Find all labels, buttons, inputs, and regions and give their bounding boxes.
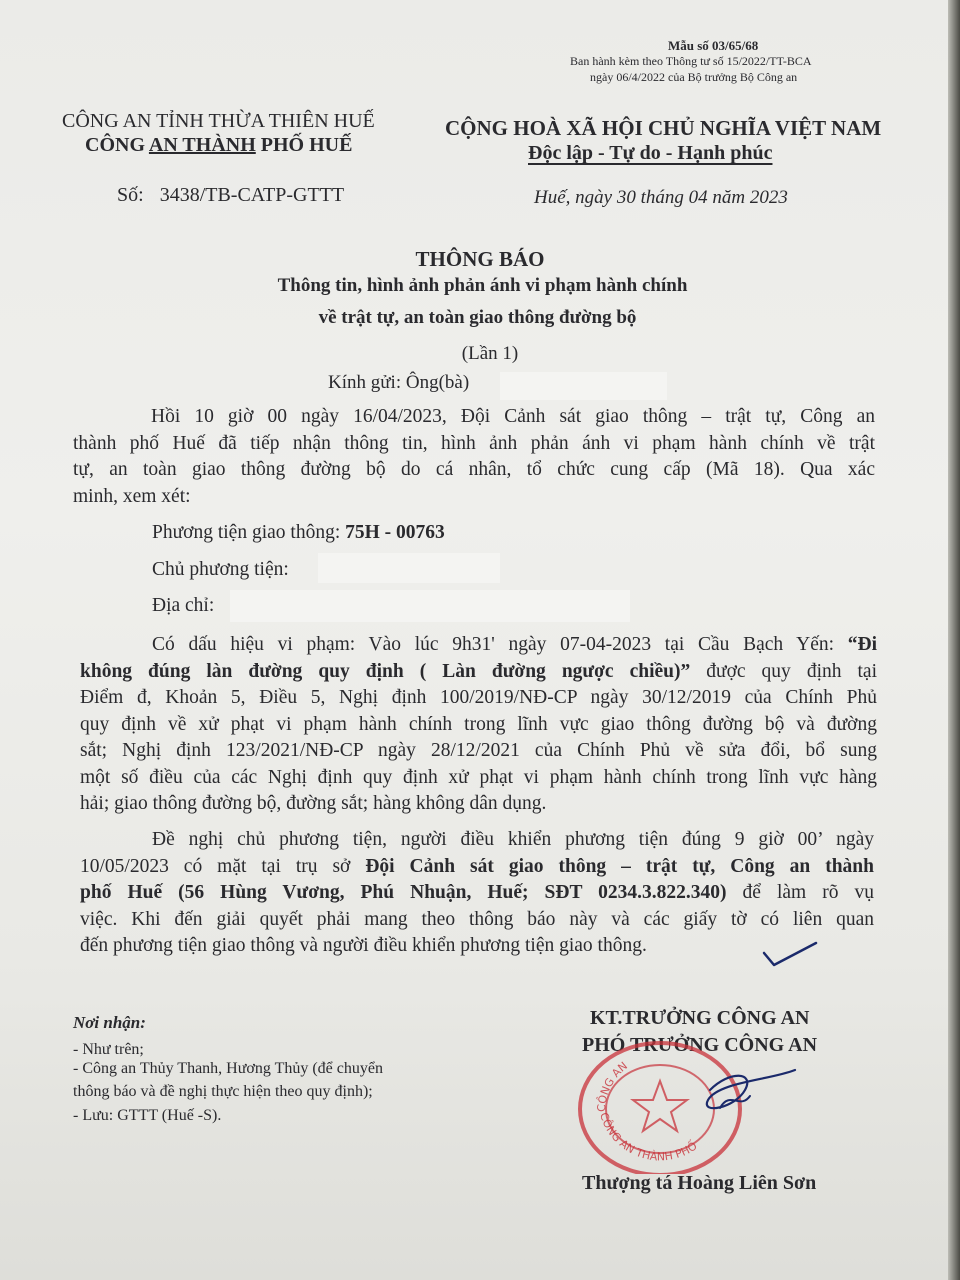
paragraph-request xyxy=(80,827,874,960)
paragraph-line xyxy=(80,659,877,686)
issuing-unit xyxy=(85,134,352,157)
paragraph-line: quy định về xử phạt vi phạm hành chính trong lĩnh vực giao thông đường bộ và đường xyxy=(80,713,877,735)
checkmark-icon xyxy=(760,935,820,970)
place-date: Huế, ngày 30 tháng 04 năm 2023 xyxy=(534,187,788,208)
paragraph-line xyxy=(80,880,874,907)
national-motto: Độc lập - Tự do - Hạnh phúc xyxy=(528,142,773,164)
recipient-item: - Công an Thủy Thanh, Hương Thủy (để chuyển xyxy=(73,1060,383,1077)
recipient-item: - Lưu: GTTT (Huế -S). xyxy=(73,1107,222,1124)
document-number-label: Số: xyxy=(117,184,144,206)
document-subtitle-2: về trật tự, an toàn giao thông đường bộ xyxy=(318,307,637,328)
national-title: CỘNG HOÀ XÃ HỘI CHỦ NGHĨA VIỆT NAM xyxy=(445,116,882,140)
document-number xyxy=(117,184,344,207)
redacted-owner-name xyxy=(318,553,500,583)
notice-attempt: (Lần 1) xyxy=(461,343,519,364)
form-code: Mẫu số 03/65/68 xyxy=(668,38,759,53)
recipient-item: thông báo và đề nghị thực hiện theo quy định); xyxy=(73,1083,373,1100)
owner-label: Chủ phương tiện: xyxy=(152,559,289,580)
recipients-heading: Nơi nhận: xyxy=(73,1013,146,1032)
paragraph-line: minh, xem xét: xyxy=(73,485,191,507)
violation-intro: Có dấu hiệu vi phạm: Vào lúc 9h31' ngày 07-04-2023 tại Cầu Bạch Yến: xyxy=(152,634,848,655)
paragraph-line: tự, an toàn giao thông đường bộ do cá nhân, tổ chức cung cấp (Mã 18). Qua xác xyxy=(73,459,875,480)
paragraph-violation xyxy=(80,632,877,818)
paragraph-line: một số điều của các Nghị định quy định xử phạt vi phạm hành chính trong lĩnh vực hàng xyxy=(80,766,877,788)
paragraph-line: Hồi 10 giờ 00 ngày 16/04/2023, Đội Cảnh sát giao thông – trật tự, Công an xyxy=(151,406,875,427)
issuing-unit-part-a: CÔNG xyxy=(85,134,149,156)
appointment-purpose: để làm rõ vụ xyxy=(726,882,874,903)
paragraph-intro xyxy=(73,404,875,510)
recipient-salutation: Kính gửi: Ông(bà) xyxy=(328,372,470,393)
paragraph-line: Điểm đ, Khoản 5, Điều 5, Nghị định 100/2019/NĐ-CP ngày 30/12/2019 của Chính Phủ xyxy=(80,687,877,708)
paragraph-line: đến phương tiện giao thông và người điều khiển phương tiện giao thông. xyxy=(80,935,647,956)
vehicle-field xyxy=(152,522,445,544)
form-note-2: ngày 06/4/2022 của Bộ trưởng Bộ Công an xyxy=(590,70,798,84)
office-name: Đội Cảnh sát giao thông – trật tự, Công an thành xyxy=(365,855,874,877)
page-edge xyxy=(948,0,960,1280)
paragraph-line: hải; giao thông đường bộ, đường sắt; hàng không dân dụng. xyxy=(80,793,547,814)
issuing-unit-part-c: PHỐ HUẾ xyxy=(255,134,353,156)
violation-quote: không đúng làn đường quy định ( Làn đường ngược chiều)” xyxy=(80,660,691,682)
signer-name: Thượng tá Hoàng Liên Sơn xyxy=(582,1172,817,1194)
document-number-value: 3438/TB-CATP-GTTT xyxy=(159,184,345,206)
handwritten-signature xyxy=(660,1060,820,1130)
appointment-date: 10/05/2023 có mặt tại trụ sở xyxy=(80,855,366,877)
issuing-unit-part-b: AN THÀNH xyxy=(148,134,256,156)
office-address: phố Huế (56 Hùng Vương, Phú Nhuận, Huế; SĐT 0234.3.822.340) xyxy=(80,882,727,903)
paragraph-line: Đề nghị chủ phương tiện, người điều khiển phương tiện đúng 9 giờ 00’ ngày xyxy=(152,829,874,850)
document-title: THÔNG BÁO xyxy=(415,247,545,271)
paragraph-line xyxy=(80,632,877,659)
violation-quote-start: “Đi xyxy=(847,634,877,655)
paragraph-line xyxy=(80,854,874,881)
redacted-recipient-name xyxy=(500,372,667,400)
vehicle-plate: 75H - 00763 xyxy=(345,522,445,543)
signatory-title-1: KT.TRƯỞNG CÔNG AN xyxy=(590,1007,810,1029)
recipient-item: - Như trên; xyxy=(73,1041,144,1058)
seal-text-bottom: CÔNG AN THÀNH PHỐ xyxy=(597,1110,700,1164)
redacted-address xyxy=(230,590,630,622)
paragraph-line: sắt; Nghị định 123/2021/NĐ-CP ngày 28/12/2021 của Chính Phủ về sửa đổi, bổ sung xyxy=(80,740,877,761)
vehicle-label: Phương tiện giao thông: xyxy=(152,522,346,543)
issuing-authority: CÔNG AN TỈNH THỪA THIÊN HUẾ xyxy=(62,110,375,132)
seal-text-top: CÔNG AN xyxy=(594,1059,631,1113)
form-note-1: Ban hành kèm theo Thông tư số 15/2022/TT-BCA xyxy=(570,54,812,68)
paragraph-line: thành phố Huế đã tiếp nhận thông tin, hình ảnh phản ánh vi phạm hành chính về trật xyxy=(73,432,875,454)
document-subtitle-1: Thông tin, hình ảnh phản ánh vi phạm hành chính xyxy=(277,275,688,296)
signatory-title-2: PHÓ TRƯỞNG CÔNG AN xyxy=(582,1034,818,1056)
violation-basis: được quy định tại xyxy=(690,660,877,682)
paragraph-line: việc. Khi đến giải quyết phải mang theo thông báo này và các giấy tờ có liên quan xyxy=(80,908,874,930)
address-label: Địa chỉ: xyxy=(152,595,215,616)
